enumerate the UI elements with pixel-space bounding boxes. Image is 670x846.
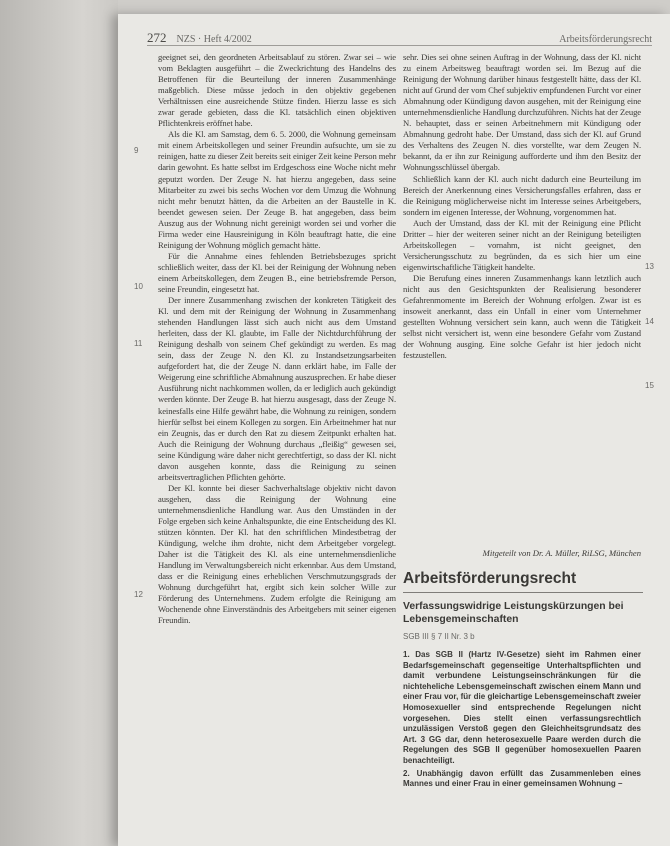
scan-edge-shadow bbox=[0, 0, 118, 846]
margin-number: 9 bbox=[134, 146, 139, 155]
headnote: 1. Das SGB II (Hartz IV-Gesetze) sieht im Rahmen einer Bedarfsgemeinschaft gegenseitige Unterhaltspflichten und damit verbundene Leistungseinschränkungen für die nichteheliche Lebensgemeinschaft zwischen einem Mann und einer Frau vor, für die gleichartige Lebensgemeinschaft zweier Homosexueller sind entsprechende Regelungen nicht vorgesehen. Dies stellt einen verfassungsrechtlich unzulässigen Verstoß gegen den Gleichheitsgrundsatz des Art. 3 GG dar, denn heterosexuelle Paare werden durch die Regelungen des SGB II gegenüber homosexuellen Paaren benachteiligt. bbox=[403, 650, 641, 765]
header-section: Arbeitsförderungsrecht bbox=[559, 34, 652, 45]
section-rule bbox=[403, 592, 643, 593]
article-title: Verfassungswidrige Leistungskürzungen bei Lebensgemeinschaften bbox=[403, 601, 624, 625]
headnotes bbox=[403, 650, 641, 830]
paragraph: Schließlich kann der Kl. auch nicht dadurch eine Beurteilung im Bereich der Anerkennung eines Versicherungsfalles erfahren, dass er die Reinigung möglicherweise nicht im Interesse seines Arbeitgebers, sondern im eigenen Interesse, der Wohnung, vorgenommen hat. bbox=[403, 173, 641, 217]
journal-title: NZS · Heft 4/2002 bbox=[176, 34, 252, 45]
headnote: 2. Unabhängig davon erfüllt das Zusammenleben eines Mannes und einer Frau in einer gemeinsamen Wohnung – bbox=[403, 768, 641, 789]
section-heading: Arbeitsförderungsrecht bbox=[403, 570, 577, 587]
paragraph: Der Kl. konnte bei dieser Sachverhaltslage objektiv nicht davon ausgehen, dass die Reinigung der Wohnung eine unternehmensdienliche Handlung war. Aus den Umständen in der Folge ergeben sich keine Anhaltspunkte, die eine Entscheidung des Kl. stützen könnten. Der Kl. hat den schriftlichen Mindestbetrag der Kündigung, welche ihm drohte, nicht dem Arbeitgeber vorgelegt. Daher ist die Tätigkeit des Kl. als eine unternehmensdienliche Handlung im Verwaltungsbereich nicht erkennbar. Aus dem Umstand, dass er die Reinigung eines erheblichen Verschmutzungsgrads der Wohnung durchgeführt hat, ergibt sich kein solcher Wille zur Förderung des Unternehmens. Zudem erfolgte die Reinigung am Wochenende ohne Einverständnis des Arbeitgebers mit seiner eigenen Freundin. bbox=[158, 482, 396, 626]
margin-number: 14 bbox=[645, 317, 654, 326]
margin-number: 12 bbox=[134, 590, 143, 599]
author-signature: Mitgeteilt von Dr. A. Müller, RiLSG, München bbox=[482, 548, 641, 558]
paragraph: geeignet sei, den geordneten Arbeitsablauf zu stören. Zwar sei – wie vom Beklagten ausgeführt – die Zweckrichtung des Handelns des Betroffenen für die Beurteilung der inneren Zusammenhänge maßgeblich. Diese müsse jedoch in den objektiv gegebenen Verhältnissen eine ausreichende Stütze finden. Hierzu lasse es sich zwar gerade gebieten, dass die Kl. tatsächlich einen objektiven Pflichtenkreis eröffnet habe. bbox=[158, 52, 396, 129]
margin-number: 15 bbox=[645, 381, 654, 390]
paragraph: Der innere Zusammenhang zwischen der konkreten Tätigkeit des Kl. und dem mit der Reinigung der Wohnung in Zusammenhang stehenden Handlungen lässt sich auch nicht aus dem Umstand herleiten, dass der Kl. glaubte, im Falle der Nichtdurchführung der Reinigung deshalb von seinem Chef gekündigt zu werden. Es mag sein, dass der Zeuge N. den Kl. zu Instandsetzungsarbeiten aufgefordert hat, die der Zeuge N. dann erklärt habe, im Falle der Weigerung eine schriftliche Abmahnung auszusprechen. Er habe dieser Ausführung nicht nachkommen wollen, da er lediglich auch gekündigt werden könnte. Der Zeuge B. hat hierzu ausgesagt, dass der Zeuge N. keinesfalls eine Hilfe gewährt habe, die Wohnung zu reinigen, sondern hierfür selbst bei einem Kollegen zu sorgen. Ein Arbeitnehmer hat nur ein Zeugnis, das er durch den Rat zu diesem Zeitpunkt erhalten hat. Auch die Reinigung der Wohnung durchaus „fleißig“ gewesen sei, seine Kündigung wäre daher nicht gerechtfertigt, so dass der Kl. nicht davon ausgehen konnte, dass die Reinigung zu seinen arbeitsvertraglichen Pflichten gehörte. bbox=[158, 295, 396, 482]
paragraph: Als die Kl. am Samstag, dem 6. 5. 2000, die Wohnung gemeinsam mit einem Arbeitskollegen und seiner Freundin aufsuchte, um sie zu reinigen, hatte zu dieser Zeit bereits seit einiger Zeit keine Person mehr darin gewohnt. Es hatte selbst im Erdgeschoss eine Woche nicht mehr geputzt worden. Der Zeuge N. hat hierzu angegeben, dass seine Mitarbeiter zu zwei bis sechs Wochen vor dem Umzug die Wohnung nicht mehr benutzt hätten, da die Arbeiten an der Baustelle in K. beendet gewesen seien. Der Zeuge B. hat angegeben, dass beim Auszug aus der Wohnung nicht gereinigt worden sei und vorher die Firma weder eine Hausreinigung in Köln beauftragt hatte, die eine Reinigung der Wohnung möglich gemacht hätte. bbox=[158, 129, 396, 250]
margin-number: 13 bbox=[645, 262, 654, 271]
margin-number: 10 bbox=[134, 282, 143, 291]
paragraph: Auch der Umstand, dass der Kl. mit der Reinigung eine Pflicht Dritter – hier der weiteren seiner nicht an der Reinigung beteiligten Arbeitskollegen – vornahm, ist nicht geeignet, den Versicherungsschutz zu begründen, da es sich hier um eine eigenwirtschaftliche Tätigkeit handelte. bbox=[403, 217, 641, 272]
statute-reference: SGB III § 7 II Nr. 3 b bbox=[403, 632, 475, 641]
paragraph: Für die Annahme eines fehlenden Betriebsbezuges spricht schließlich weiter, dass der Kl. bei der Reinigung der Wohnung neben einem Arbeitskollegen, dem Zeugen B., eine betriebsfremde Person, seine Freundin, eingesetzt hat. bbox=[158, 250, 396, 294]
margin-number: 11 bbox=[134, 339, 143, 348]
left-column bbox=[158, 52, 396, 626]
running-header bbox=[147, 30, 652, 46]
page-number: 272 bbox=[147, 30, 167, 45]
paragraph: sehr. Dies sei ohne seinen Auftrag in der Wohnung, dass der Kl. nicht zu einem Arbeitsweg beauftragt worden sei. Im Bezug auf die Reinigung der Wohnung darüber hinaus festgestellt hätte, dass der Kl. nicht auf Grund der vom Chef subjektiv empfundenen Furcht vor einer Abmahnung oder Kündigung davon ausgehen, mit der Reinigung eine unternehmensdienliche Handlung durchzuführen. Nichts hat der Zeuge N. behauptet, dass er seinen Arbeitnehmern mit Kündigung oder Abmahnung gedroht habe. Der Umstand, dass sich der Kl. auf Grund des Verhaltens des Zeugen N. dies vorstellte, war dem Zeugen N. bekannt, da er ihn zur Reinigung aufforderte und ihm den Besitz der Wohnungsschlüssel übergab. bbox=[403, 52, 641, 173]
right-column bbox=[403, 52, 641, 542]
paragraph: Die Berufung eines inneren Zusammenhangs kann letztlich auch nicht aus den Gesichtspunkten der Realisierung besonderer Gefahrenmomente im Bereich der Wohnung erfolgen. Zwar ist es insoweit anerkannt, dass ein Unfall in einer vom Unternehmer gestellten Wohnung versichert sein kann, auch wenn die Tätigkeit selbst nicht versichert ist, wenn eine besondere Gefahr vom Zustand der Wohnung ausging. Eine solche Gefahr ist hier jedoch nicht festzustellen. bbox=[403, 272, 641, 361]
header-rule bbox=[147, 45, 652, 46]
